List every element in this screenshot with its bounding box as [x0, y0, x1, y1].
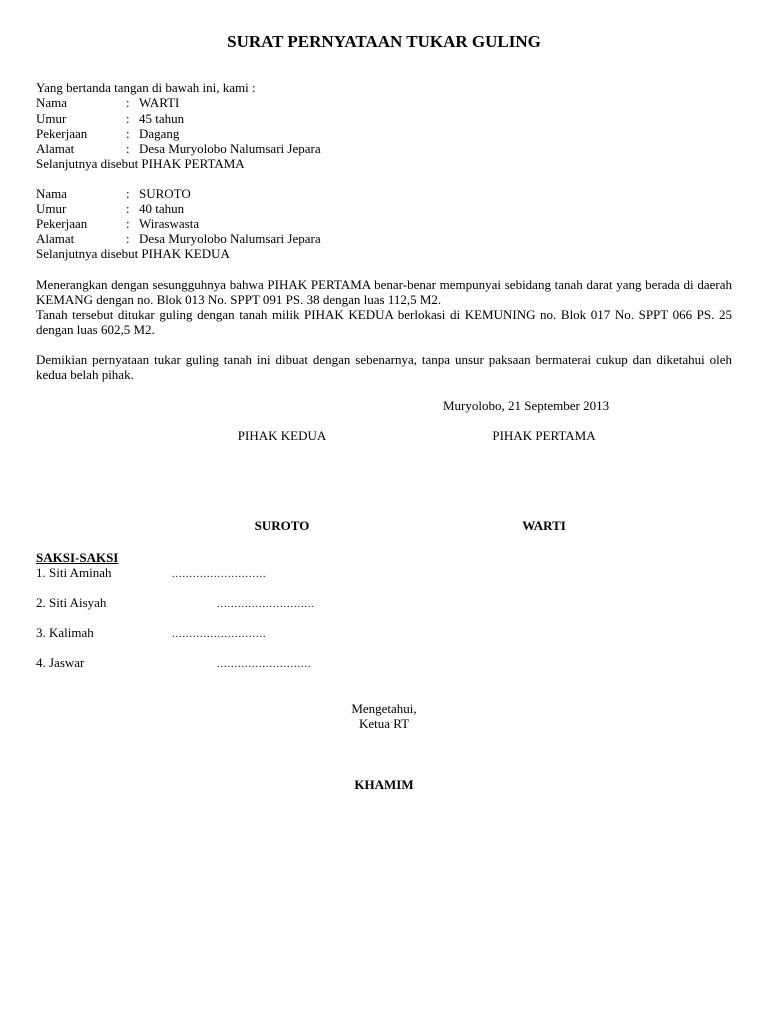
field-label: Pekerjaan [36, 216, 88, 231]
witness-1-name: 1. Siti Aminah [36, 565, 112, 580]
acknowledgement-line-1: Mengetahui, [351, 701, 417, 716]
acknowledgement-name: KHAMIM [354, 777, 414, 792]
field-label: Nama [36, 186, 68, 201]
acknowledgement-line-2: Ketua RT [358, 716, 410, 731]
field-colon: : [126, 216, 130, 231]
signature-name-left: SUROTO [254, 518, 310, 533]
signature-name-right: WARTI [522, 518, 566, 533]
witness-2-name: 2. Siti Aisyah [36, 595, 107, 610]
field-value: 40 tahun [139, 201, 185, 216]
field-value: SUROTO [139, 186, 191, 201]
body-paragraph-3: Demikian pernyataan tukar guling tanah ini dibuat dengan sebenarnya, tanpa unsur paksaan bermaterai cukup dan diketahui oleh kedua belah pihak. [36, 352, 732, 382]
field-label: Pekerjaan [36, 126, 88, 141]
witness-4-name: 4. Jaswar [36, 655, 85, 670]
witness-4-signature-line: ........................... [217, 659, 312, 670]
field-colon: : [126, 111, 130, 126]
witness-1-signature-line: ........................... [172, 569, 267, 580]
witnesses-heading: SAKSI-SAKSI [36, 550, 119, 565]
witness-2-signature-line: ............................ [217, 599, 315, 610]
field-value: Wiraswasta [139, 216, 200, 231]
field-label: Alamat [36, 141, 75, 156]
field-value: WARTI [139, 95, 180, 110]
field-colon: : [126, 201, 130, 216]
witness-3-name: 3. Kalimah [36, 625, 94, 640]
field-label: Alamat [36, 231, 75, 246]
field-value: 45 tahun [139, 111, 185, 126]
field-label: Umur [36, 111, 67, 126]
signature-role-left: PIHAK KEDUA [237, 428, 327, 443]
witness-3-signature-line: ........................... [172, 629, 267, 640]
field-colon: : [126, 141, 130, 156]
body-paragraph-2: Tanah tersebut ditukar guling dengan tanah milik PIHAK KEDUA berlokasi di KEMUNING no. Blok 017 No. SPPT 066 PS. 25 dengan luas 602,5 M2. [36, 307, 732, 337]
field-colon: : [126, 231, 130, 246]
field-label: Nama [36, 95, 68, 110]
document-title: SURAT PERNYATAAN TUKAR GULING [227, 32, 541, 51]
signature-role-right: PIHAK PERTAMA [492, 428, 596, 443]
field-colon: : [126, 95, 130, 110]
place-date: Muryolobo, 21 September 2013 [443, 398, 610, 413]
field-colon: : [126, 126, 130, 141]
body-paragraph-1: Menerangkan dengan sesungguhnya bahwa PIHAK PERTAMA benar-benar mempunyai sebidang tanah darat yang berada di daerah KEMANG dengan no. Blok 013 No. SPPT 091 PS. 38 dengan luas 112,5 M2. [36, 277, 732, 307]
party2-designation: Selanjutnya disebut PIHAK KEDUA [36, 246, 230, 261]
field-value: Dagang [139, 126, 180, 141]
field-value: Desa Muryolobo Nalumsari Jepara [139, 141, 321, 156]
field-value: Desa Muryolobo Nalumsari Jepara [139, 231, 321, 246]
field-colon: : [126, 186, 130, 201]
party1-designation: Selanjutnya disebut PIHAK PERTAMA [36, 156, 245, 171]
field-label: Umur [36, 201, 67, 216]
intro-text: Yang bertanda tangan di bawah ini, kami : [36, 80, 256, 95]
